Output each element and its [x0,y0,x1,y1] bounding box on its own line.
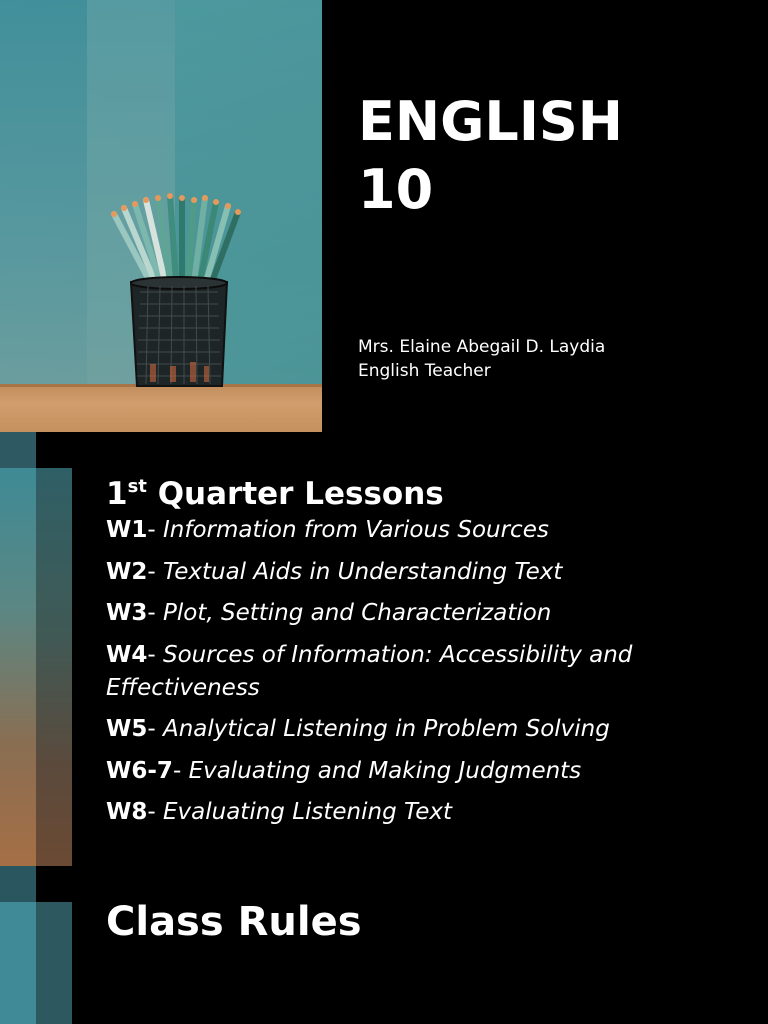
lesson-separator: - [147,799,163,825]
lesson-item [106,639,746,705]
lesson-title: Plot, Setting and Characterization [163,600,552,626]
pencil-cup-photo [0,0,322,432]
lesson-title: Evaluating and Making Judgments [188,757,582,784]
lesson-item [106,796,746,829]
lesson-separator: - [147,716,163,742]
lesson-title: Evaluating Listening Text [163,799,452,825]
lesson-title: Analytical Listening in Problem Solving [163,716,610,742]
pencil-cup-icon [0,0,322,432]
lesson-item [106,713,746,746]
decor-bar-small-top [0,432,36,468]
lesson-separator: - [147,558,163,585]
quarter-ordinal-suffix: st [127,476,147,497]
lesson-item [106,597,746,630]
lesson-title: Sources of Information: Accessibility and Effectiveness [106,641,633,701]
lesson-code: W1 [106,517,148,543]
teacher-role: English Teacher [358,361,491,381]
lesson-item [106,514,746,547]
lesson-item [106,556,746,589]
lesson-item [106,755,746,788]
title-line-2: 10 [358,158,434,221]
lesson-separator: - [147,600,163,626]
lesson-list [106,514,746,838]
lesson-code: W8 [106,799,148,825]
quarter-ordinal-number: 1 [106,476,128,512]
lesson-separator: - [147,517,163,543]
decor-bar-bottom-left [0,902,36,1024]
decor-bar-bottom-right [36,902,72,1024]
lesson-separator: - [147,641,163,668]
decor-bar-left-gradient [0,468,36,866]
teacher-info [358,335,605,383]
lesson-code: W4 [106,641,148,668]
page-title [358,88,738,224]
title-line-1: ENGLISH [358,90,623,153]
lesson-title: Textual Aids in Understanding Text [163,558,563,585]
quarter-lessons-heading [106,466,444,515]
lesson-separator: - [172,757,189,784]
lesson-code: W2 [106,558,148,585]
lesson-code: W5 [106,716,148,742]
lesson-code: W3 [106,600,148,626]
teacher-name: Mrs. Elaine Abegail D. Laydia [358,337,606,357]
decor-bar-small-middle [0,866,36,902]
class-rules-heading: Class Rules [106,899,362,945]
decor-bar-right-gradient [36,468,72,866]
quarter-heading-text: Quarter Lessons [146,476,444,512]
lesson-code: W6-7 [106,757,173,784]
lesson-title: Information from Various Sources [163,517,549,543]
